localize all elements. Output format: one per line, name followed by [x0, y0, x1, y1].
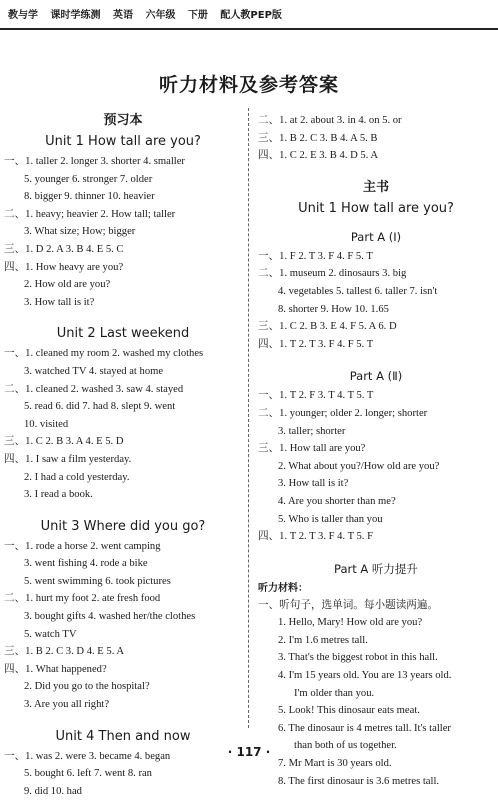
instruction-line: 一、听句子，选单词。每小题读两遍。: [258, 599, 439, 611]
header-item: 下册: [187, 10, 208, 21]
script-line: 4. I'm 15 years old. You are 13 years old.: [278, 670, 452, 682]
answer-line: 二、1. hurt my foot 2. ate fresh food: [4, 593, 161, 605]
answer-line: 三、1. B 2. C 3. D 4. E 5. A: [4, 646, 125, 658]
answer-line: 一、1. T 2. F 3. T 4. T 5. T: [258, 390, 374, 402]
answer-line: 三、1. B 2. C 3. B 4. A 5. B: [258, 132, 378, 144]
script-line: 7. Mr Mart is 30 years old.: [278, 758, 392, 770]
answer-line: 二、1. younger; older 2. longer; shorter: [258, 407, 428, 419]
answer-line: 二、1. museum 2. dinosaurs 3. big: [258, 268, 407, 280]
running-header: [8, 6, 490, 22]
unit-title: Unit 2 Last weekend: [56, 326, 190, 342]
answer-line: 3. How tall is it?: [278, 478, 349, 490]
answer-line: 一、1. rode a horse 2. went camping: [4, 540, 161, 552]
answer-line: 3. bought gifts 4. washed her/the clothes: [24, 611, 196, 623]
header-item: 英语: [112, 10, 133, 21]
answer-line: 3. What size; How; bigger: [24, 226, 136, 238]
header-item: 课时学练测: [50, 10, 101, 21]
answer-line: 3. watched TV 4. stayed at home: [24, 365, 164, 377]
answer-line: 四、1. T 2. T 3. F 4. T 5. F: [258, 531, 373, 543]
answer-line: 5. Who is taller than you: [278, 513, 383, 525]
answer-line: 四、1. What happened?: [4, 663, 107, 675]
part-title: Part A 听力提升: [334, 561, 418, 576]
unit-title: Unit 3 Where did you go?: [40, 518, 206, 534]
script-line: 5. Look! This dinosaur eats meat.: [278, 705, 420, 717]
answer-line: 一、1. cleaned my room 2. washed my clothes: [4, 348, 204, 360]
answer-line: 5. went swimming 6. took pictures: [24, 575, 171, 587]
unit-title: Unit 4 Then and now: [55, 728, 191, 744]
unit-title: Unit 1 How tall are you?: [298, 200, 454, 216]
header-item: 六年级: [145, 10, 176, 21]
page-title: 听力材料及参考答案: [158, 74, 339, 96]
answer-line: 一、1. was 2. were 3. became 4. began: [4, 750, 171, 762]
answer-line: 2. I had a cold yesterday.: [24, 471, 130, 483]
header-item: 配人教PEP版: [220, 10, 282, 21]
part-title: Part A (Ⅱ): [349, 369, 403, 384]
answer-line: 3. taller; shorter: [278, 425, 346, 437]
part-title: Part A (Ⅰ): [350, 229, 402, 244]
script-line: 1. Hello, Mary! How old are you?: [278, 617, 423, 629]
listening-label: 听力材料：: [258, 582, 308, 594]
answer-line: 二、1. at 2. about 3. in 4. on 5. or: [258, 115, 402, 126]
script-line: 6. The dinosaur is 4 metres tall. It's taller: [278, 722, 451, 734]
answer-line: 3. Are you all right?: [24, 699, 110, 711]
answer-line: 四、1. C 2. E 3. B 4. D 5. A: [258, 150, 379, 162]
header-rule: [0, 28, 498, 30]
answer-line: 3. went fishing 4. rode a bike: [24, 558, 148, 570]
answer-line: 2. Did you go to the hospital?: [24, 681, 150, 693]
header-item: 教与学: [8, 10, 38, 21]
answer-line: 三、1. How tall are you?: [258, 443, 366, 455]
answer-line: 四、1. How heavy are you?: [4, 261, 124, 273]
answer-line: 二、1. heavy; heavier 2. How tall; taller: [4, 208, 176, 220]
script-line: I'm older than you.: [294, 687, 375, 699]
answer-line: 一、1. F 2. T 3. F 4. F 5. T: [258, 250, 373, 262]
answer-line: 5. younger 6. stronger 7. older: [24, 173, 153, 185]
answer-line: 3. How tall is it?: [24, 296, 95, 308]
script-line: 8. The first dinosaur is 3.6 metres tall.: [278, 775, 440, 787]
left-column: [4, 110, 242, 800]
page-number: · 117 ·: [227, 745, 271, 759]
answer-line: 二、1. cleaned 2. washed 3. saw 4. stayed: [4, 383, 184, 395]
answer-line: 四、1. T 2. T 3. F 4. F 5. T: [258, 338, 374, 350]
section-title-preview: 预习本: [103, 113, 143, 128]
column-divider: [248, 108, 249, 728]
answer-line: 4. vegetables 5. tallest 6. taller 7. isn't: [278, 285, 438, 297]
answer-line: 8. bigger 9. thinner 10. heavier: [24, 191, 155, 203]
script-line: than both of us together.: [294, 740, 397, 752]
answer-line: 2. What about you?/How old are you?: [278, 460, 440, 472]
answer-line: 一、1. taller 2. longer 3. shorter 4. smaller: [4, 156, 185, 167]
answer-line: 5. bought 6. left 7. went 8. ran: [24, 768, 152, 780]
answer-line: 三、1. C 2. B 3. E 4. F 5. A 6. D: [258, 321, 397, 333]
answer-line: 9. did 10. had: [24, 785, 82, 797]
right-column: [258, 112, 494, 790]
unit-title: Unit 1 How tall are you?: [45, 134, 201, 149]
script-line: 3. That's the biggest robot in this hall.: [278, 652, 438, 664]
answer-line: 5. read 6. did 7. had 8. slept 9. went: [24, 401, 176, 413]
answer-line: 8. shorter 9. How 10. 1.65: [278, 303, 389, 315]
answer-line: 10. visited: [24, 418, 69, 430]
answer-line: 5. watch TV: [24, 628, 77, 640]
answer-line: 4. Are you shorter than me?: [278, 495, 396, 507]
answer-line: 2. How old are you?: [24, 279, 111, 291]
answer-line: 三、1. D 2. A 3. B 4. E 5. C: [4, 243, 124, 255]
answer-line: 3. I read a book.: [24, 489, 93, 501]
script-line: 2. I'm 1.6 metres tall.: [278, 634, 368, 646]
section-title-main: 主书: [362, 179, 389, 195]
answer-line: 四、1. I saw a film yesterday.: [4, 453, 132, 465]
answer-line: 三、1. C 2. B 3. A 4. E 5. D: [4, 436, 124, 448]
